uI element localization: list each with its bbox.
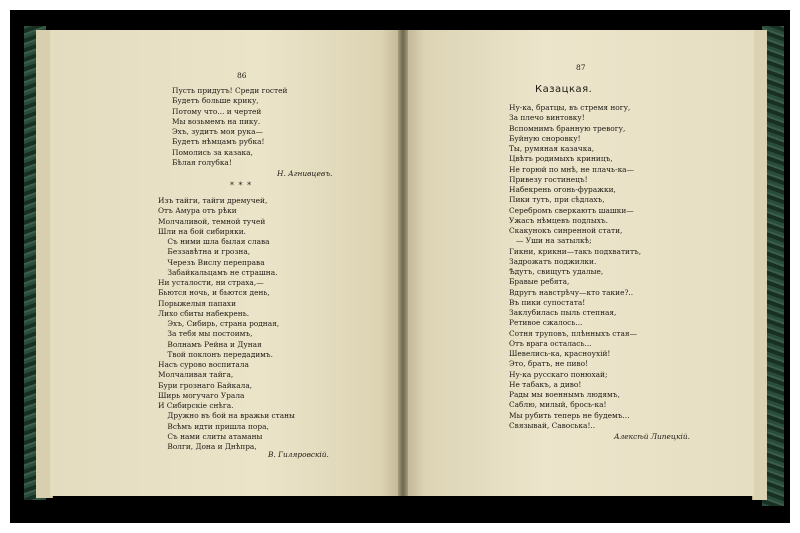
poem-line: Вдругъ навстрѣчу—кто такие?.. (509, 287, 634, 297)
poem3 (509, 103, 641, 431)
poem-line: Бравые ребята, (509, 277, 570, 287)
poem-line: Молчаливая тайга, (158, 370, 234, 380)
poem-line: Насъ сурово воспитала (158, 360, 249, 369)
poem-line: Ретивое сжалось... (509, 318, 583, 328)
poem-line: Ѣдутъ, свищутъ удалые, (509, 267, 604, 276)
poem-line: Мы рубить теперь не будемъ... (509, 410, 630, 420)
poem-line: Пики тутъ, при сѣдлахъ, (509, 195, 605, 205)
poem-line: И Сибирскiе снѣга. (158, 401, 234, 410)
poem-line: Это, братъ, не пиво! (509, 359, 589, 369)
poem-line: Беззавѣтна и грозна, (158, 247, 251, 257)
poem2-author: В. Гиляровскiй. (268, 450, 329, 459)
poem-line: Потому что... и чертей (172, 106, 262, 116)
poem-line: Въ пики супостата! (509, 297, 586, 307)
poem-line: Не горюй по мнѣ, не плачь-ка— (509, 164, 634, 174)
poem-line: Бури грознаго Байкала, (158, 380, 253, 390)
poem3-author: Алексѣй Липецкiй. (614, 432, 690, 441)
poem-line: Отъ врага осталась... (509, 338, 592, 348)
book-gutter (398, 30, 408, 496)
poem-line: Привезу гостинецъ! (509, 174, 588, 184)
poem-line: Вспомнимъ бранную тревогу, (509, 123, 626, 133)
poem-line: За плечо винтовку! (509, 113, 585, 123)
poem-line: Всѣмъ идти пришла пора, (158, 421, 269, 431)
poem-line: Съ нами слиты атаманы (158, 431, 263, 441)
poem-line: Забайкальцамъ не страшна. (158, 267, 278, 277)
left-page-number: 86 (237, 71, 247, 80)
poem-line: Гикни, крикни—такъ подхватитъ, (509, 246, 642, 256)
poem-line: Заклубилась пыль степная, (509, 308, 617, 317)
poem-title: Казацкая. (535, 84, 593, 95)
poem-line: Ужасъ нѣмцевъ подлыхъ. (509, 215, 608, 225)
poem-line: Порыжелыя папахи (158, 298, 237, 308)
poem-line: Серебромъ сверкаютъ шашки— (509, 205, 634, 215)
poem-line: Волнамъ Рейна и Дуная (158, 339, 262, 349)
poem-line: Шли на бой сибиряки. (158, 226, 246, 236)
poem-line: Молчаливой, темной тучей (158, 216, 266, 226)
poem-line: — Уши на затылкѣ; (509, 236, 592, 246)
poem-line: Будетъ больше крику, (172, 96, 259, 106)
poem-line: Эхъ, Сибирь, страна родная, (158, 319, 280, 328)
poem1 (172, 86, 287, 168)
poem-line: Эхъ, зудитъ моя рука— (172, 127, 263, 136)
poem-line: Дружно въ бой на вражьи станы (158, 411, 295, 421)
poem-line: Шевелись-ка, красноухiй! (509, 349, 611, 358)
poem-line: Цвѣтъ родимыхъ криницъ, (509, 154, 613, 164)
poem-line: За тебя мы постоимъ, (158, 329, 253, 339)
poem-line: Изъ тайги, тайги дремучей, (158, 196, 268, 205)
poem-line: Ну-ка, братцы, въ стремя ногу, (509, 103, 631, 112)
section-separator: * * * (230, 181, 253, 190)
poem-line: Съ ними шла былая слава (158, 237, 270, 246)
poem2 (158, 196, 295, 452)
poem-line: Задрожатъ поджилки. (509, 256, 597, 266)
poem-line: Пусть придутъ! Среди гостей (172, 86, 288, 95)
poem-line: Ширь могучаго Урала (158, 390, 245, 400)
poem-line: Будетъ нѣмцамъ рубка! (172, 137, 265, 147)
poem-line: Волги, Дона и Днѣпра, (158, 442, 257, 451)
poem-line: Скакунокъ синренной стати, (509, 226, 623, 235)
poem-line: Ну-ка русскаго понюхай; (509, 369, 608, 379)
poem-line: Твой поклонъ передадимъ. (158, 349, 273, 359)
poem-line: Помолись за казака, (172, 147, 253, 157)
poem-line: Лихо сбиты набекрень. (158, 308, 250, 318)
right-page-number: 87 (576, 63, 586, 72)
poem-line: Не табакъ, а диво! (509, 379, 582, 389)
poem-line: Бѣлая голубка! (172, 157, 232, 167)
poem-line: Связывай, Савоська!.. (509, 420, 596, 430)
poem1-author: Н. Агнивцевъ. (277, 169, 333, 178)
poem-line: Отъ Амура отъ рѣки (158, 206, 237, 216)
poem-line: Набекрень огонь-фуражки, (509, 185, 616, 194)
poem-line: Черезъ Вислу переправа (158, 257, 265, 267)
poem-line: Бьются ночь, и бьются день, (158, 288, 270, 298)
poem-line: Сотня труповъ, плѣнныхъ стая— (509, 328, 637, 338)
poem-line: Мы возьмемъ на пику. (172, 116, 261, 126)
right-page-edges (752, 30, 767, 500)
poem-line: Саблю, милый, брось-ка! (509, 400, 607, 410)
poem-line: Ни усталости, ни страха,— (158, 278, 264, 287)
poem-line: Буйную сноровку! (509, 133, 581, 143)
poem-line: Ты, румяная казачка, (509, 144, 595, 153)
poem-line: Рады мы военнымъ людямъ, (509, 390, 620, 399)
